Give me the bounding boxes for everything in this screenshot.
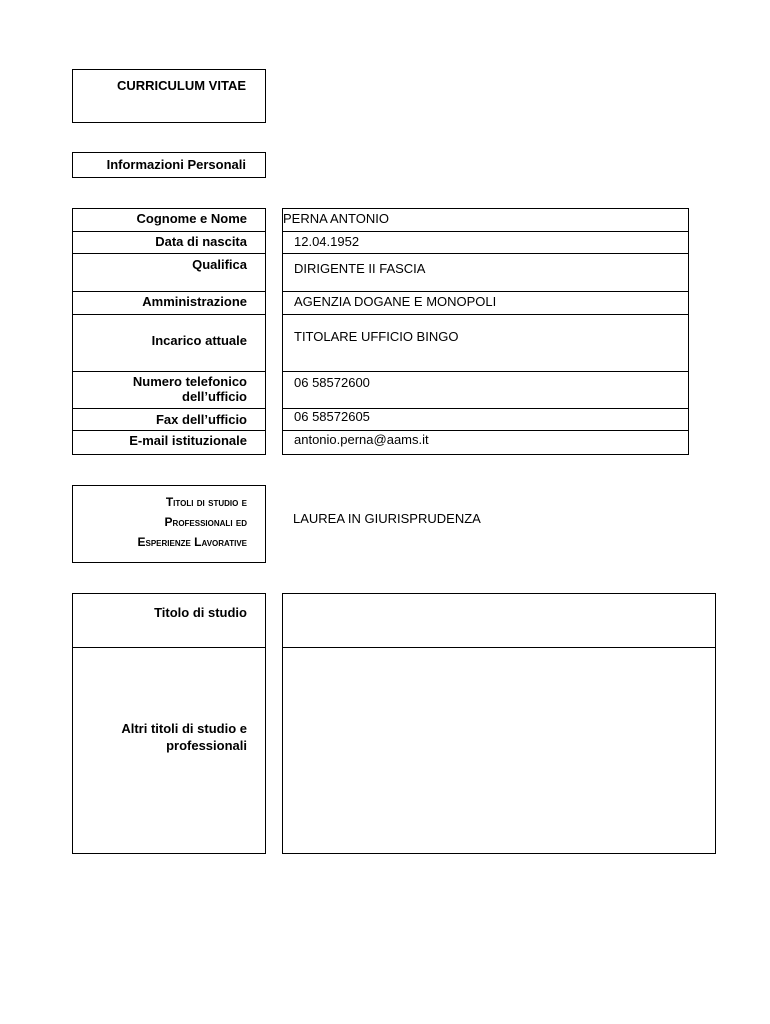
value-amministrazione: AGENZIA DOGANE E MONOPOLI	[294, 294, 497, 309]
label-altri-titoli	[121, 720, 247, 754]
row-divider	[282, 314, 689, 315]
label-numero-telefonico	[133, 374, 247, 404]
titles-section-label-line1: Titoli di studio e	[165, 495, 247, 509]
row-divider	[282, 291, 689, 292]
label-incarico-attuale: Incarico attuale	[151, 333, 247, 348]
study-values-column	[282, 593, 716, 854]
row-divider	[282, 430, 689, 431]
label-data-nascita: Data di nascita	[155, 234, 247, 249]
section-personal-title: Informazioni Personali	[106, 157, 246, 172]
value-data-nascita: 12.04.1952	[294, 234, 360, 249]
titles-section-label	[138, 492, 248, 552]
row-divider	[72, 314, 266, 315]
row-divider	[282, 647, 716, 648]
label-email: E-mail istituzionale	[129, 433, 247, 448]
row-divider	[72, 291, 266, 292]
value-email: antonio.perna@aams.it	[294, 432, 429, 447]
value-qualifica: DIRIGENTE II FASCIA	[294, 261, 426, 276]
value-incarico-attuale: TITOLARE UFFICIO BINGO	[294, 329, 459, 344]
row-divider	[282, 371, 689, 372]
row-divider	[282, 253, 689, 254]
row-divider	[72, 647, 266, 648]
value-telefono: 06 58572600	[294, 375, 370, 390]
label-titolo-studio: Titolo di studio	[154, 605, 247, 620]
row-divider	[72, 371, 266, 372]
label-cognome-nome: Cognome e Nome	[136, 211, 247, 226]
label-numero-telefonico-line1: Numero telefonico	[132, 374, 247, 389]
label-fax: Fax dell’ufficio	[155, 412, 247, 427]
label-altri-titoli-line1: Altri titoli di studio e	[121, 721, 247, 736]
label-numero-telefonico-line2: dell’ufficio	[182, 389, 247, 404]
label-altri-titoli-line2: professionali	[166, 738, 247, 753]
titles-section-label-line2: Professionali ed	[164, 515, 247, 529]
value-cognome-nome: PERNA ANTONIO	[283, 211, 389, 226]
titles-section-value: LAUREA IN GIURISPRUDENZA	[293, 511, 481, 526]
titles-section-label-line3: Esperienze Lavorative	[137, 535, 247, 549]
label-qualifica: Qualifica	[192, 257, 247, 272]
row-divider	[72, 253, 266, 254]
cv-title: CURRICULUM VITAE	[116, 78, 246, 93]
label-amministrazione: Amministrazione	[142, 294, 247, 309]
row-divider	[72, 231, 266, 232]
row-divider	[282, 231, 689, 232]
row-divider	[72, 408, 266, 409]
value-fax: 06 58572605	[294, 409, 370, 424]
row-divider	[72, 430, 266, 431]
